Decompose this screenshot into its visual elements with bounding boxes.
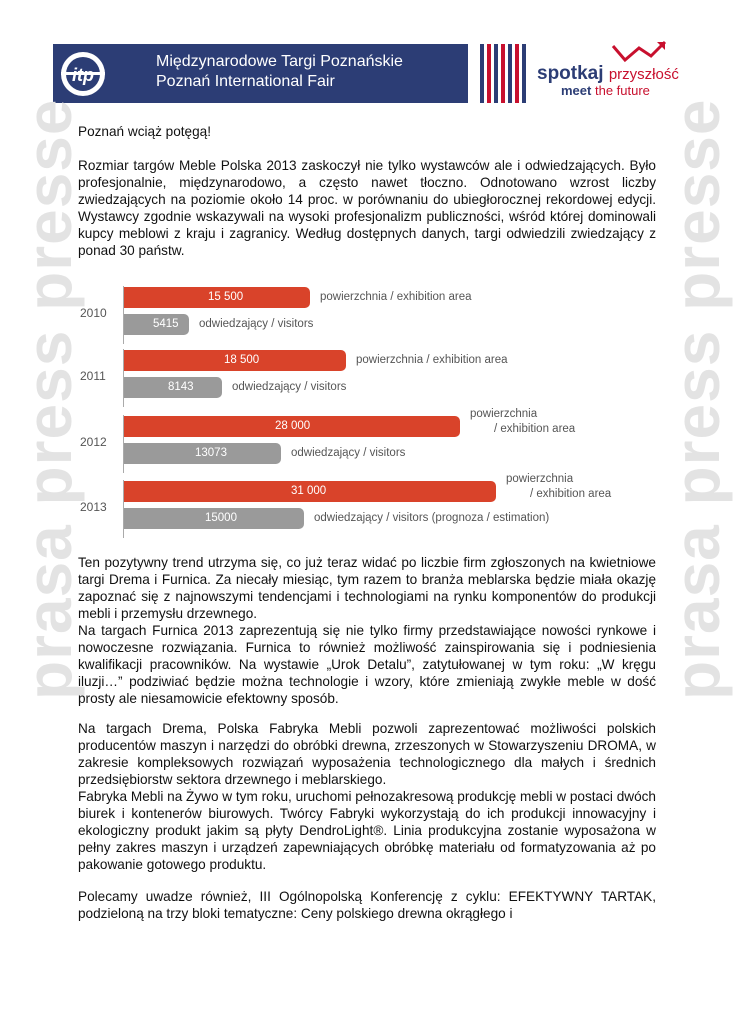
area-series-label [320, 290, 472, 305]
bar-value-label: 13073 [195, 447, 227, 459]
slogan-pl: spotkaj przyszłość [537, 63, 679, 84]
slogan-logo [533, 38, 683, 108]
series-label-line: odwiedzający / visitors [199, 318, 314, 330]
bar-area [124, 416, 460, 437]
bar-value-label: 15 500 [208, 291, 244, 303]
bar-visitors [124, 377, 222, 398]
bar-area [124, 350, 346, 371]
bar-value-label: 5415 [153, 318, 179, 330]
visitors-series-label [232, 380, 346, 395]
series-label-line: powierzchnia / exhibition area [320, 291, 472, 303]
watermark-left: prasa press presse [13, 98, 85, 700]
series-label-line: powierzchnia / exhibition area [356, 354, 508, 366]
year-label: 2012 [80, 435, 107, 449]
bar-value-label: 15000 [205, 512, 237, 524]
header-banner [53, 44, 468, 103]
arrow-icon [611, 38, 671, 64]
bar-value-label: 28 000 [275, 420, 311, 432]
series-label-line: odwiedzający / visitors [232, 381, 347, 393]
bar-visitors [124, 443, 281, 464]
bar-area [124, 481, 496, 502]
bar-value-label: 31 000 [291, 485, 327, 497]
heading: Poznań wciąż potęgą! [78, 124, 212, 139]
series-label-line: powierzchnia [470, 408, 538, 420]
visitors-series-label [314, 511, 549, 526]
series-label-line: odwiedzający / visitors (prognoza / estimation) [314, 512, 550, 524]
year-label: 2010 [80, 306, 107, 320]
paragraph-5: Fabryka Mebli na Żywo w tym roku, uruchomi pełnozakresową produkcję mebli w postaci dwóch biurek i kontenerów biurowych. Twórcy Fabryki wykorzystają do ich produkcji innowacyjny i ekologiczny produkt jakim są płyty DendroLight®. Linia produkcyjna zostanie wyposażona w pełny zakres maszyn i urządzeń zapewniających obróbkę materiału od formatyzowania aż po pakowanie gotowego produktu. [78, 789, 656, 872]
paragraph-3: Na targach Furnica 2013 zaprezentują się nie tylko firmy przedstawiające nowości rynkowe i nowoczesne rozwiązania. Furnica to również możliwość zainspirowania się i podniesienia kwalifikacji pracowników. Na wystawie „Urok Detalu”, zatytułowanej w tym roku: „W kręgu iluzji…” podziwiać będzie można technologie i wzory, które zmieniają zwykłe meble w dość prosty ale niesamowicie efektowny sposób. [78, 623, 656, 706]
bar-visitors [124, 314, 189, 335]
bar-area [124, 287, 310, 308]
paragraph-1: Rozmiar targów Meble Polska 2013 zaskoczył nie tylko wystawców ale i odwiedzających. Było profesjonalnie, międzynarodowo, a często nawet tłoczno. Odnotowano wzrost liczby zwiedzających na poziomie około 14 proc. w porównaniu do ubiegłorocznej rekordowej edycji. Wystawcy zgodnie wskazywali na wysoki profesjonalizm publiczności, wśród której dominowali kupcy meblowi z kraju i zagranicy. Według dostępnych danych, targi odwiedzili zwiedzający z ponad 30 państw. [78, 158, 656, 258]
bar-visitors [124, 508, 304, 529]
year-label: 2011 [80, 369, 106, 383]
area-series-label [506, 472, 611, 502]
header-title-pl: Międzynarodowe Targi Poznańskie [156, 53, 403, 70]
paragraph-4: Na targach Drema, Polska Fabryka Mebli pozwoli zaprezentować możliwości polskich producentów maszyn i narzędzi do obróbki drewna, zrzeszonych w Stowarzyszeniu DROMA, w zakresie kompleksowych rozwiązań wyposażenia technologicznego dla małych i średnich przedsiębiorstw sektora drzewnego i meblarskiego. [78, 721, 656, 787]
year-label: 2013 [80, 500, 107, 514]
series-label-line: / exhibition area [494, 423, 576, 435]
paragraph-2: Ten pozytywny trend utrzyma się, co już teraz widać po liczbie firm zgłoszonych na kwietniowe targi Drema i Furnica. Za niecały miesiąc, tym razem to branża meblarska będzie miała okazję zapoznać się z najnowszymi tendencjami i technologiami na rynku komponentów do produkcji mebli i przemysłu drzewnego. [78, 555, 656, 621]
area-series-label [470, 407, 575, 437]
mtp-logo-icon [59, 50, 107, 98]
series-label-line: / exhibition area [530, 488, 612, 500]
bar-value-label: 8143 [168, 381, 194, 393]
paragraph-6: Polecamy uwadze również, III Ogólnopolską Konferencję z cyklu: EFEKTYWNY TARTAK, podzieloną na trzy bloki tematyczne: Ceny polskiego drewna okrągłego i [78, 889, 656, 921]
visitors-series-label [199, 317, 313, 332]
series-label-line: odwiedzający / visitors [291, 447, 406, 459]
header-stripes [480, 44, 526, 103]
watermark-right: prasa press presse [661, 98, 733, 700]
series-label-line: powierzchnia [506, 473, 574, 485]
header-title-en: Poznań International Fair [156, 73, 335, 90]
header-title [156, 52, 403, 92]
bar-value-label: 18 500 [224, 354, 260, 366]
area-series-label [356, 353, 508, 368]
slogan-en: meet the future [561, 83, 650, 98]
bar-chart [78, 277, 658, 542]
visitors-series-label [291, 446, 405, 461]
